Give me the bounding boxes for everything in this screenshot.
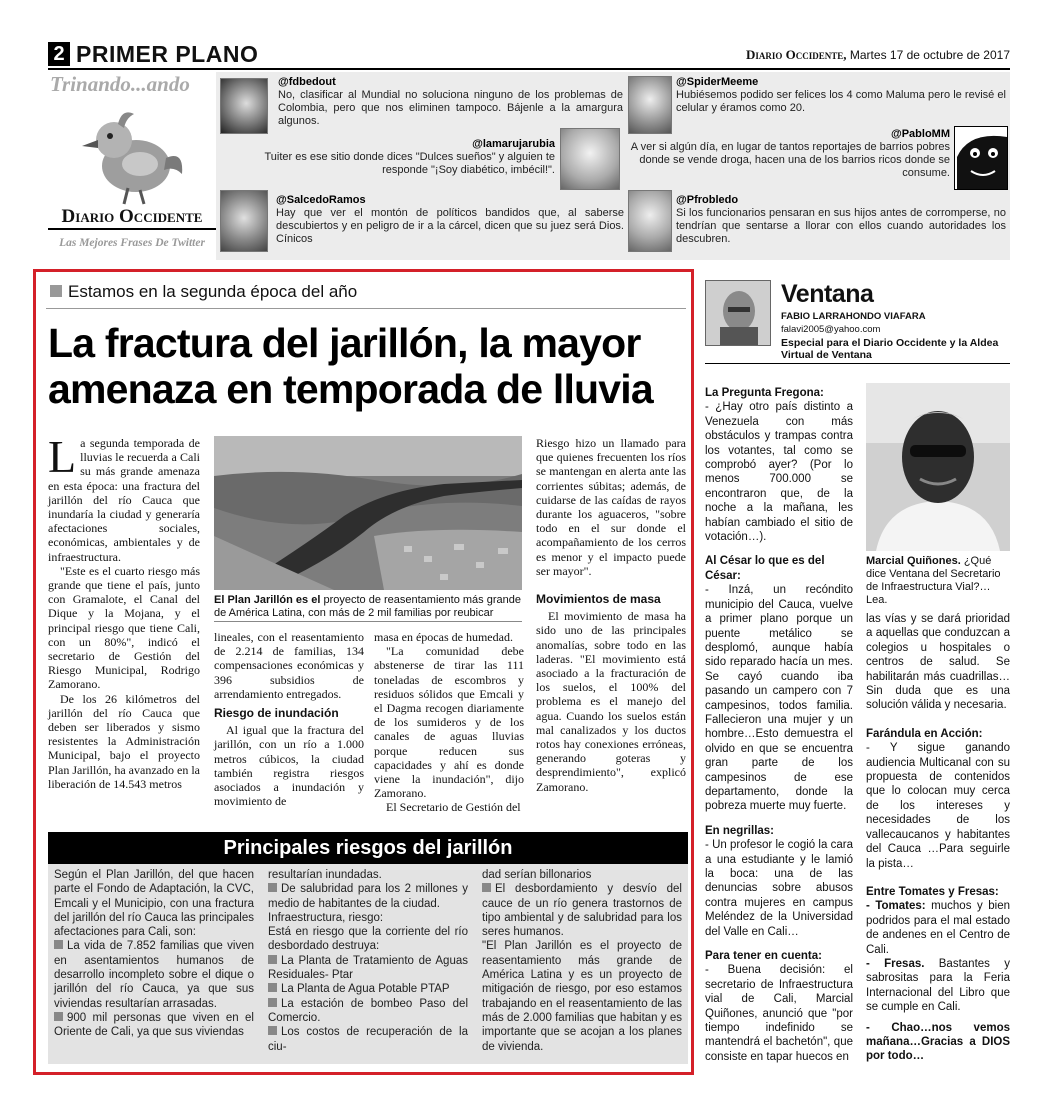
- paragraph: De los 26 kilómetros del jarillón del río Cauca que deben ser liberados y sismo resistentes la Administración Municipal, bajo el proyecto Plan Jarillón, ha avanzado en la liberación de 14.543 metros: [48, 691, 200, 791]
- tweet-handle: @SpiderMeeme: [676, 76, 759, 88]
- box-bullet-item: [268, 997, 468, 1026]
- avatar: [628, 190, 672, 252]
- article-column-1: [48, 431, 200, 791]
- tweet-text: A ver si algún día, en lugar de tantos reportajes de barrios pobres donde se vende droga, hacen una de los barrios ricos donde se consume.: [630, 141, 950, 179]
- tweet: [676, 76, 1006, 115]
- square-bullet-icon: [268, 998, 277, 1007]
- bird-icon: [78, 100, 188, 210]
- tweet: [676, 194, 1006, 246]
- square-bullet-icon: [54, 940, 63, 949]
- box-bullet-item: [54, 1011, 254, 1040]
- caption-name: Marcial Quiñones.: [866, 555, 961, 567]
- box-text: "El Plan Jarillón es el proyecto de reasentamiento más grande de América Latina y es un proyecto de mitigación de riesgo, por eso estamos trabajando en el reasentamiento de las más de 2.000 familias que habitan y es importante que se acojan a los planes de vivienda.: [482, 940, 682, 1053]
- tweet: [220, 138, 555, 177]
- column-text: [866, 957, 1010, 1015]
- bullet-text: La Planta de Tratamiento de Aguas Residuales- Ptar: [268, 954, 468, 982]
- avatar: [560, 128, 620, 190]
- paragraph: lineales, con el reasentamiento de 2.214 de familias, 134 compensaciones económicas y 396 subsidios de arrendamiento entregados.: [214, 630, 364, 701]
- official-photo: [866, 383, 1010, 551]
- drop-cap: L: [48, 431, 77, 482]
- box-bullet-item: [268, 1025, 468, 1054]
- article-photo: [214, 436, 522, 590]
- column-subhead: Al César lo que es del César:: [705, 555, 825, 582]
- column-subhead: Entre Tomates y Fresas:: [866, 885, 999, 898]
- twitter-logo-block: [48, 72, 216, 260]
- caption-text: proyecto de reasentamiento más grande de América Latina, con más de 2 mil familias por reubicar: [214, 594, 521, 619]
- paragraph: [48, 431, 200, 564]
- tweet: [278, 76, 623, 128]
- box-text: Infraestructura, riesgo:: [268, 911, 384, 924]
- avatar: [220, 78, 268, 134]
- divider: [46, 308, 686, 309]
- paragraph: "La comunidad debe abstenerse de tirar las 111 toneladas de escombros y residuos sólidos que Emcali y el Dagma recogen diariamente de los sumideros y de los canales de aguas lluvias porque reducen sus capacidades y ahí es donde viene la inundación", dijo Zamorano.: [374, 644, 524, 801]
- box-text: resultarían inundadas.: [268, 869, 382, 881]
- tweet-text: Hay que ver el montón de políticos bandidos que, al saberse descubiertos y en peligro de ir a la cárcel, dicen que su juez será Dios. Cínicos: [276, 207, 624, 245]
- box-text: Está en riesgo que la corriente del río desbordado destruya:: [268, 926, 468, 953]
- label-tomates: - Tomates:: [866, 900, 926, 913]
- column-text: - ¿Hay otro país distinto a Venezuela con más obstáculos y trampas contra los votantes, tal como se comprobó ayer? (Por lo menos 700.000 se encontraron que, de la noche a la mañana, les habían cambiado el sitio de votación…).: [705, 401, 853, 544]
- avatar: [628, 76, 672, 134]
- bullet-text: 900 mil personas que viven en el Oriente de Cali, ya que sus viviendas: [54, 1011, 254, 1039]
- twitter-section: [48, 72, 1010, 260]
- avatar: [954, 126, 1008, 190]
- official-photo-caption: [866, 555, 1010, 607]
- column-text: - Buena decisión: el secretario de Infraestructura vial de Cali, Marcial Quiñones, anunció que "por tiempo indefinido se mantendrá el bachetón", que consiste en tapar huecos en: [705, 964, 853, 1063]
- box-bullet-item: [268, 882, 468, 911]
- article-column-2: [214, 630, 364, 808]
- column-header: [705, 276, 1010, 364]
- kicker-text: Estamos en la segunda época del año: [68, 282, 358, 301]
- label-fresas: - Fresas.: [866, 957, 925, 970]
- column-subhead: En negrillas:: [705, 824, 775, 837]
- photo-caption: [214, 594, 522, 622]
- page-number: 2: [48, 42, 70, 66]
- column-closing: - Chao…nos vemos mañana…Gracias a DIOS por todo…: [866, 1021, 1010, 1063]
- ventana-column-2: [866, 612, 1010, 1064]
- column-text: - Inzá, un recóndito municipio del Cauca, vuelve a primer plano porque un puente metálico se desplomó, aunque había sido reparado hacía un mes. Se cayó cuando iba pasando un campero con 7 campesinos, todos familia. Fallecieron una mujer y un hombre…Esto demuestra el olvido en que se encuentra gran parte de los campesinos de ese departamento, donde la pobreza muerte muy fuerte.: [705, 584, 853, 813]
- bullet-text: De salubridad para los 2 millones y medio de habitantes de la ciudad.: [268, 883, 468, 910]
- box-bullet-item: [268, 954, 468, 983]
- square-bullet-icon: [268, 955, 277, 964]
- tweet: [628, 128, 950, 180]
- section-title: PRIMER PLANO: [76, 41, 259, 67]
- article-kicker: [50, 282, 357, 302]
- box-bullet-item: [54, 939, 254, 1010]
- subhead: Riesgo de inundación: [214, 706, 339, 721]
- caption-bold: El Plan Jarillón es el: [214, 594, 321, 606]
- tweet-handle: @PabloMM: [890, 128, 950, 140]
- square-bullet-icon: [50, 285, 62, 297]
- subhead: Movimientos de masa: [536, 592, 661, 607]
- column-subhead: Farándula en Acción:: [866, 727, 983, 740]
- column-text: las vías y se dará prioridad a aquellas que conduzcan a colegios u hospitales o centros de salud. Se habilitarán más cuadrillas…Sin duda que es una solución válida y necesaria.: [866, 613, 1010, 712]
- box-column-3: [482, 868, 682, 1054]
- tweet-handle: @Pfrobledo: [676, 194, 739, 206]
- bullet-text: La estación de bombeo Paso del Comercio.: [268, 997, 468, 1024]
- column-text: [866, 899, 1010, 957]
- tweet-handle: @fdbedout: [278, 76, 336, 88]
- fresas-text: Bastantes y sabrositas para la Feria Internacional del Libro que se cumple en Cali.: [866, 957, 1010, 1014]
- tweet: [276, 194, 624, 246]
- paragraph: Riesgo hizo un llamado para que quienes frecuenten los ríos se mantengan en alerta ante las corrientes súbitas; además, de cuidarse de las caídas de rayos durante los aguaceros, "sobre todo en el sur donde el acompañamiento de los cerros es menor y el impacto puede ser mayor".: [536, 436, 686, 578]
- paragraph: El Secretario de Gestión del: [386, 800, 521, 815]
- box-bullet-item: [482, 882, 682, 939]
- article-column-3: [374, 630, 524, 815]
- box-column-1: [54, 868, 254, 1040]
- twitter-subtitle: Las Mejores Frases De Twitter: [59, 237, 205, 249]
- columnist-email: falavi2005@yahoo.com: [781, 324, 881, 335]
- dateline: [746, 48, 1010, 62]
- columnist-role: Especial para el Diario Occidente y la Aldea Virtual de Ventana: [781, 337, 999, 361]
- twitter-brand: Diario Occidente: [48, 206, 216, 230]
- tweet-text: Hubiésemos podido ser felices los 4 como Maluma pero le revisé el celular y éramos como 20.: [676, 89, 1006, 114]
- tweet-handle: @SalcedoRamos: [276, 194, 366, 206]
- caption-text: ¿Qué dice Ventana del Secretario de Infraestructura Vial?…Lea.: [866, 555, 1001, 606]
- column-subhead: Para tener en cuenta:: [705, 950, 822, 963]
- publication-date: Martes 17 de octubre de 2017: [849, 48, 1010, 62]
- paragraph: masa en épocas de humedad.: [374, 630, 513, 644]
- avatar: [220, 190, 268, 252]
- tweet-text: Tuiter es ese sitio donde dices "Dulces sueños" y alguien te responde "¡Soy diabético, imbécil!".: [264, 151, 555, 176]
- box-text: dad serían billonarios: [482, 869, 592, 881]
- column-subhead: La Pregunta Fregona:: [705, 387, 824, 399]
- paragraph: "Este es el cuarto riesgo más grande que tiene el país, junto con Gramalote, el Canal del Dique y la Mojana, y el principal riesgo que tiene Cali, con un 80%", indicó el secretario de Gestión del Riesgo Municipal, Rodrigo Zamorano.: [48, 563, 200, 692]
- main-article: [33, 269, 694, 1075]
- box-column-2: [268, 868, 468, 1054]
- paragraph: El movimiento de masa ha sido uno de las principales anomalías, sobre todo en las laderas. "El movimiento está asociado a la fracturación de los suelos, el 100% del problema es el manejo del agua. Cuando los suelos están mal canalizados y los ductos rotos hay conexiones erróneas, generando goteras y desprendimiento", explicó Zamorano.: [536, 609, 686, 794]
- square-bullet-icon: [268, 983, 277, 992]
- sidebar-box: [48, 864, 688, 1064]
- column-title: Ventana: [781, 280, 874, 308]
- paragraph-text: a segunda temporada de lluvias le recuerda a Cali su más grande amenaza en esta época: una fractura del jarillón del río Cauca que inundaría la ciudad y generaría afectaciones sociales, económicas, ambientales y de infraestructura.: [48, 436, 200, 564]
- sidebar-box-title: Principales riesgos del jarillón: [48, 832, 688, 864]
- ventana-column-1: [705, 386, 853, 1064]
- publication-name: Diario Occidente,: [746, 47, 847, 62]
- tweet-text: Si los funcionarios pensaran en sus hijos antes de corromperse, no tendrían que sentarse a llorar con ellos cuando autoridades los descubren.: [676, 207, 1006, 245]
- bullet-text: El desbordamiento y desvío del cauce de un río genera trastornos de tipo ambiental y de salubridad para los seres humanos.: [482, 883, 682, 939]
- page-header: [48, 40, 1010, 70]
- column-text: - Un profesor le cogió la cara a una estudiante y le lamió la boca: una de las denuncias sobre abusos contra mujeres en campus Meléndez de la Universidad del Valle en Cali…: [705, 839, 853, 938]
- square-bullet-icon: [54, 1012, 63, 1021]
- columnist-name: FABIO LARRAHONDO VIAFARA: [781, 311, 926, 322]
- square-bullet-icon: [268, 1026, 277, 1035]
- bullet-text: La vida de 7.852 familias que viven en asentamientos humanos de desarrollo incompleto sobre el dique o jarillón del río Cauca, ya que sus viviendas resultarían arrasadas.: [54, 940, 254, 1010]
- square-bullet-icon: [268, 883, 277, 892]
- tweet-text: No, clasificar al Mundial no soluciona ninguno de los problemas de Colombia, pero que nos eliminen tampoco. Bájenle a la amargura algunos.: [278, 89, 623, 127]
- box-bullet-item: [268, 982, 468, 996]
- article-column-4: [536, 436, 686, 794]
- tomates-text: muchos y bien podridos para el mal estado de andenes en el Centro de Cali.: [866, 900, 1010, 956]
- square-bullet-icon: [482, 883, 491, 892]
- article-headline: La fractura del jarillón, la mayor amenaza en temporada de lluvia: [48, 320, 653, 412]
- paragraph: Al igual que la fractura del jarillón, con un río a 1.000 metros cúbicos, la ciudad también registra riesgos asociados a inundación y movimiento de: [214, 723, 364, 809]
- bullet-text: Los costos de recuperación de la ciu-: [268, 1026, 468, 1053]
- bullet-text: La Planta de Agua Potable PTAP: [281, 983, 450, 996]
- twitter-section-title: Trinando...ando: [50, 72, 190, 96]
- columnist-photo: [705, 280, 771, 346]
- tweet-handle: @lamarujarubia: [472, 138, 555, 150]
- column-text: - Y sigue ganando audiencia Multicanal con su propuesta de contenidos que lo colocan muy cerca de los intereses y necesidades de los vallecaucanos y habitantes del Cauca …Para seguirle la pista…: [866, 742, 1010, 870]
- box-text: Según el Plan Jarillón, del que hacen parte el Fondo de Adaptación, la CVC, Emcali y el Municipio, con una fractura del jarillón del río Cauca las principales afectaciones para Cali, son:: [54, 869, 254, 939]
